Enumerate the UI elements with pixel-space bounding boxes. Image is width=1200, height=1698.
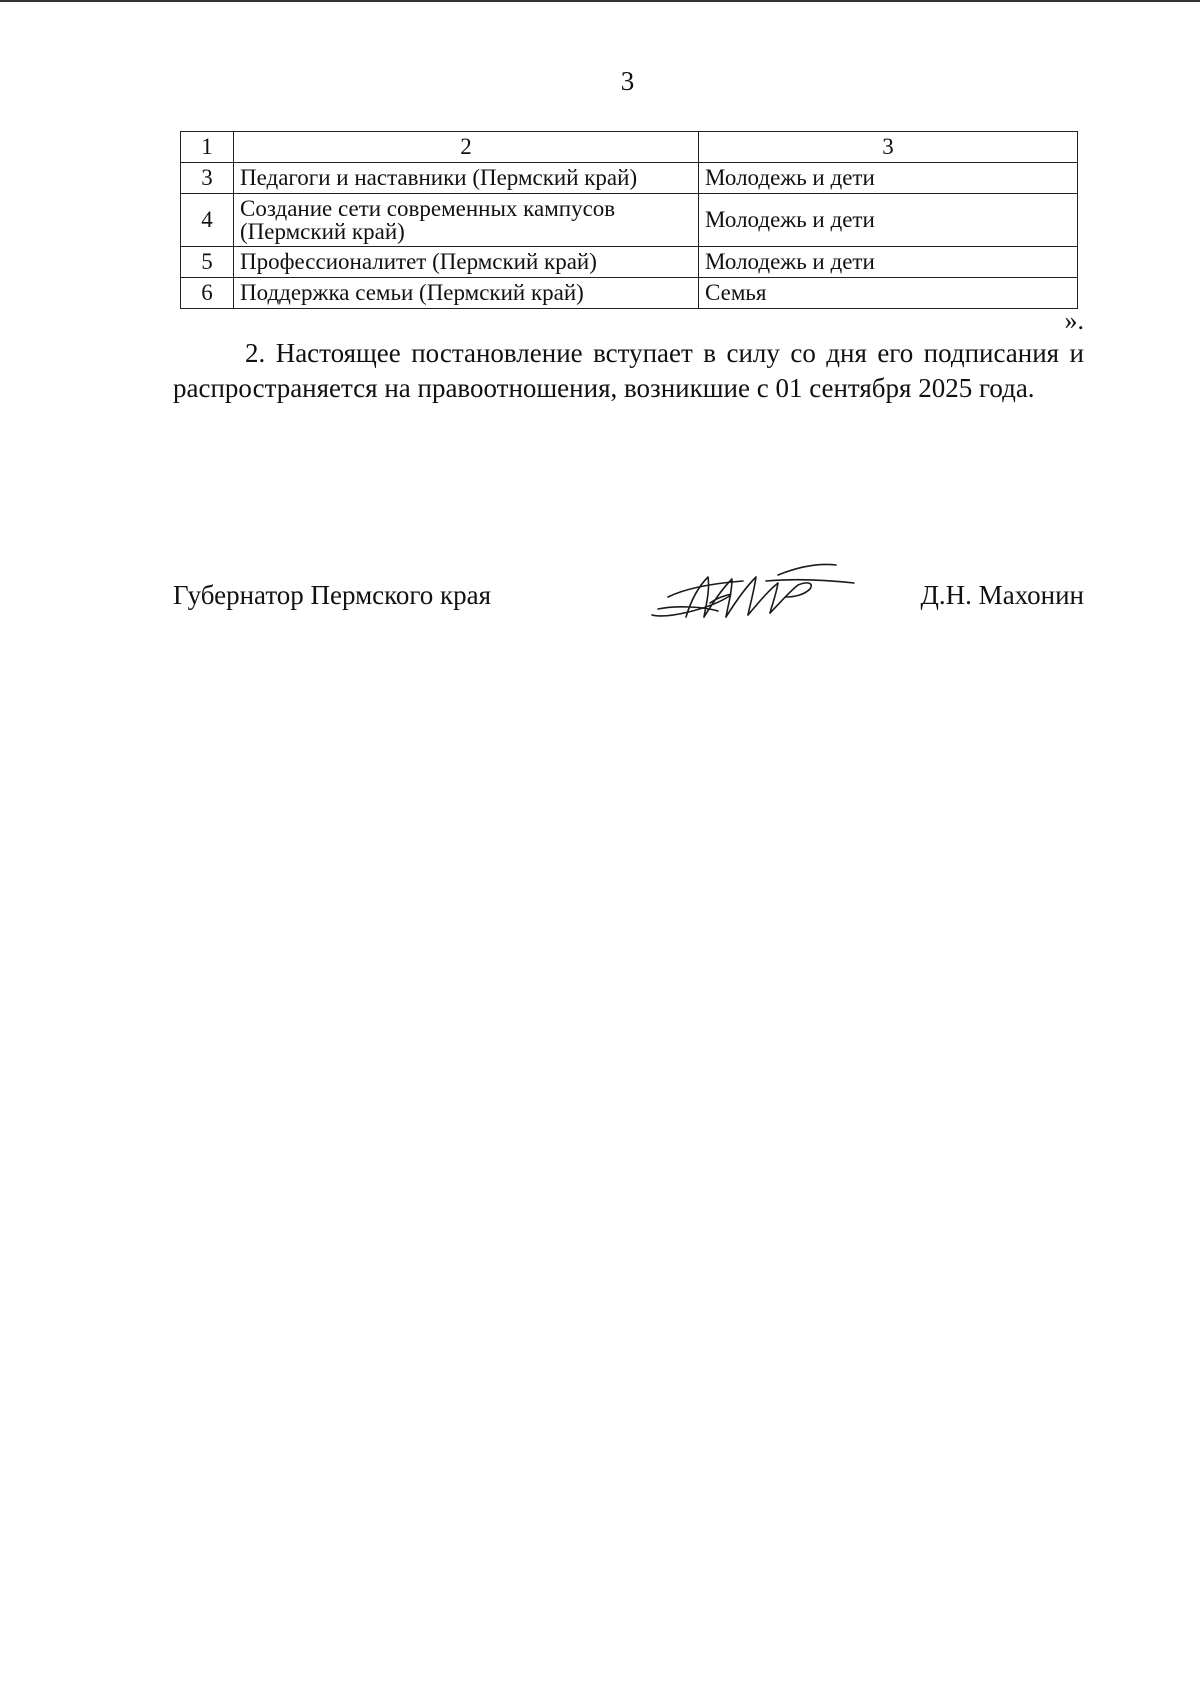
table-row: [181, 163, 1078, 194]
table-row: [181, 194, 1078, 247]
row-number-cell: 5: [181, 247, 234, 278]
table-header-cell: 1: [181, 132, 234, 163]
table-row: [181, 247, 1078, 278]
paragraph-2: 2. Настоящее постановление вступает в силу со дня его подписания и распространяется на правоотношения, возникшие с 01 сентября 2025 года.: [173, 338, 1084, 403]
closing-quote: ».: [1064, 306, 1084, 335]
project-category-cell: Молодежь и дети: [699, 194, 1078, 247]
project-name-cell: Профессионалитет (Пермский край): [234, 247, 699, 278]
row-number-cell: 6: [181, 278, 234, 309]
page-number: 3: [620, 66, 635, 96]
signer-name: Д.Н. Махонин: [920, 580, 1084, 610]
signature-block: [173, 580, 1084, 620]
project-name-cell: Создание сети современных кампусов (Пермский край): [234, 194, 699, 247]
project-name-cell: Педагоги и наставники (Пермский край): [234, 163, 699, 194]
signer-title: Губернатор Пермского края: [173, 580, 492, 610]
table-row: [181, 278, 1078, 309]
table-header-cell: 2: [234, 132, 699, 163]
project-category-cell: Молодежь и дети: [699, 247, 1078, 278]
row-number-cell: 3: [181, 163, 234, 194]
handwritten-signature: [648, 557, 858, 625]
project-name-cell: Поддержка семьи (Пермский край): [234, 278, 699, 309]
project-category-cell: Семья: [699, 278, 1078, 309]
projects-table: [180, 131, 1078, 309]
row-number-cell: 4: [181, 194, 234, 247]
table-header-cell: 3: [699, 132, 1078, 163]
table-header-row: [181, 132, 1078, 163]
project-category-cell: Молодежь и дети: [699, 163, 1078, 194]
